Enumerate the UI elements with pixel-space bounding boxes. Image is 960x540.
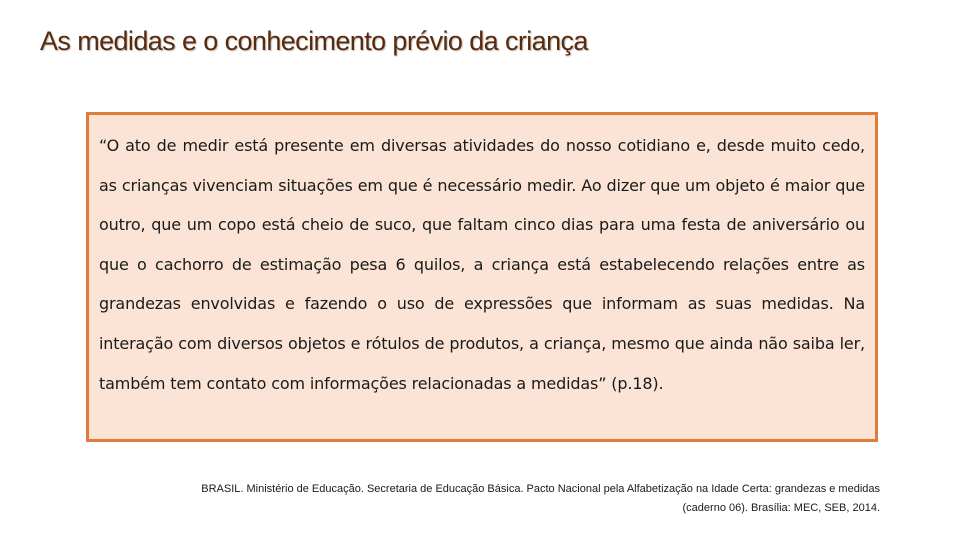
quote-box — [86, 112, 878, 442]
bibliographic-reference — [80, 480, 880, 518]
reference-line-1: BRASIL. Ministério de Educação. Secretaria de Educação Básica. Pacto Nacional pela Alfabetização na Idade Certa: grandezas e medidas — [201, 483, 880, 495]
quote-text: “O ato de medir está presente em diversas atividades do nosso cotidiano e, desde muito cedo, as crianças vivenciam situações em que é necessário medir. Ao dizer que um objeto é maior que outro, que um copo está cheio de suco, que faltam cinco dias para uma festa de aniversário ou que o cachorro de estimação pesa 6 quilos, a criança está estabelecendo relações entre as grandezas envolvidas e fazendo o uso de expressões que informam as suas medidas. Na interação com diversos objetos e rótulos de produtos, a criança, mesmo que ainda não saiba ler, também tem contato com informações relacionadas a medidas” (p.18). — [99, 136, 865, 393]
reference-line-2: (caderno 06). Brasília: MEC, SEB, 2014. — [682, 502, 880, 514]
slide-title: As medidas e o conhecimento prévio da criança — [40, 26, 588, 56]
